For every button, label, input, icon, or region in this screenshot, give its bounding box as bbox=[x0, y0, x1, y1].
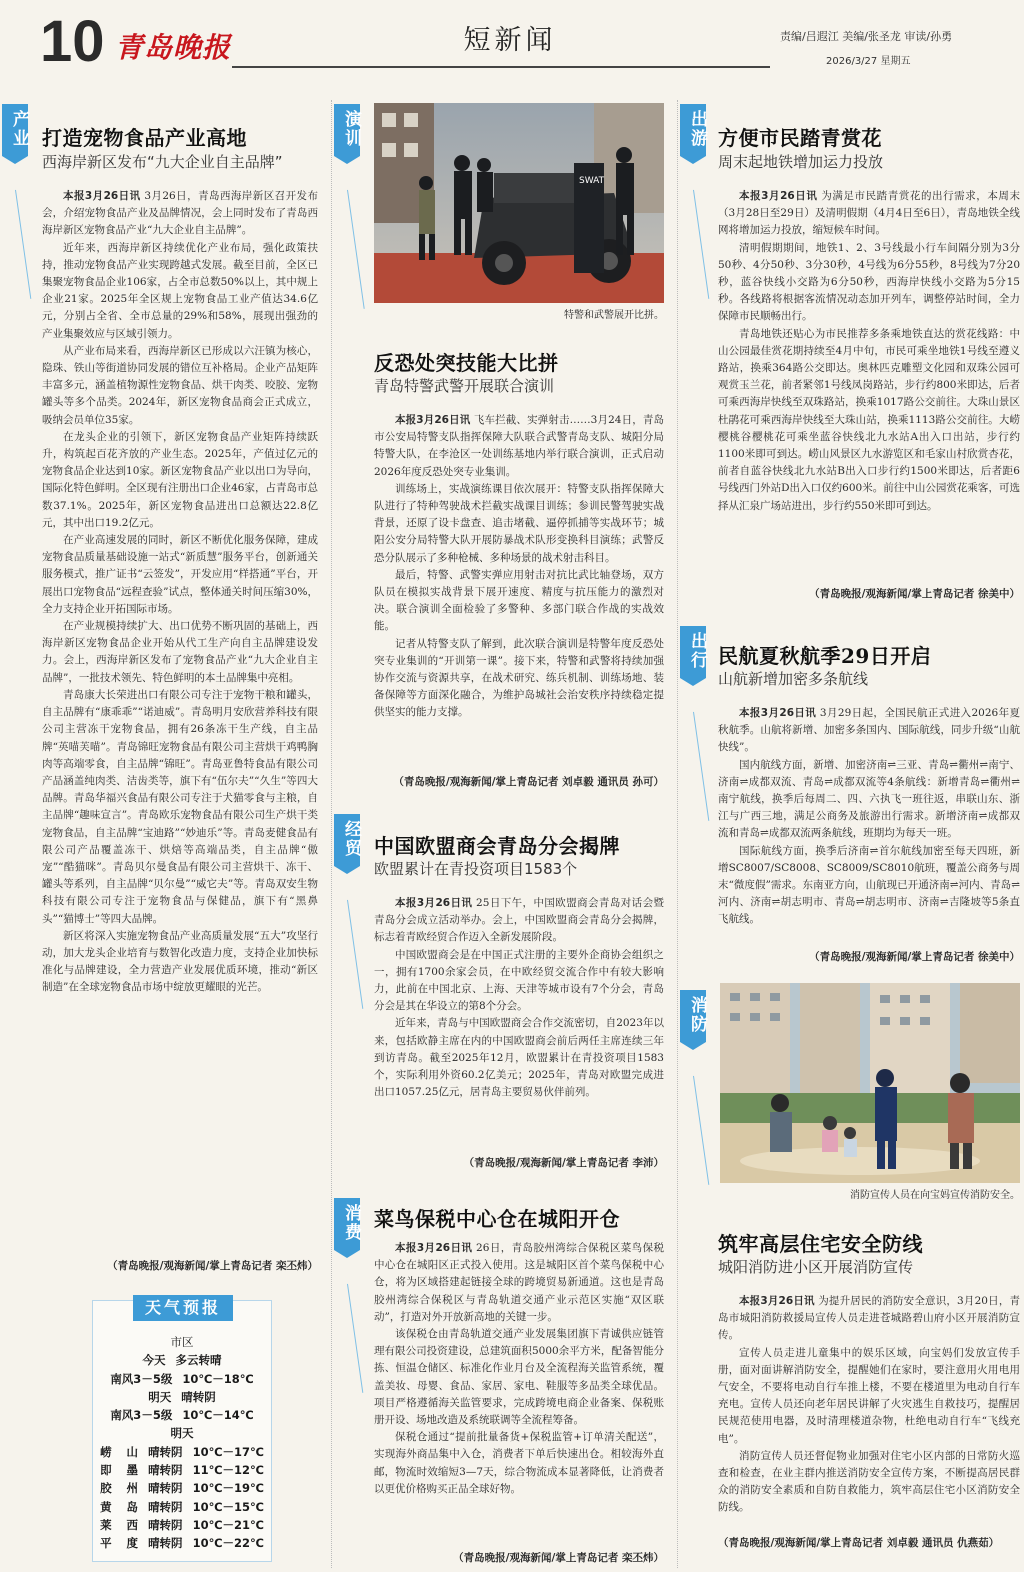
photo-caption-fire: 消防宣传人员在向宝妈宣传消防安全。 bbox=[850, 1190, 1020, 1201]
section-tag-trip: 出行 bbox=[680, 626, 706, 678]
weather-district-row: 即墨 晴转阴 11℃－12℃ bbox=[100, 1463, 264, 1478]
headline-drill: 反恐处突技能大比拼 bbox=[374, 351, 559, 375]
paragraph: 在产业高速发展的同时，新区不断优化服务保障，建成宠物食品质量基础设施一站式“新质慧”服务平台，创新通关服务模式，推广证书“云签发”，开发应用“样搭通”平台，开展出口宠物食品“远程查验”试点，整体通关时间压缩30%，全力支持企业开拓国际市场。 bbox=[42, 534, 318, 615]
section-tag-fire: 消防 bbox=[680, 990, 706, 1042]
paragraph: 青岛地铁还贴心为市民推荐多条乘地铁直达的赏花线路：中山公园最佳赏花期持续至4月中旬，市民可乘坐地铁1号线至遵义路站，换乘364路公交即达。奥林匹克雕塑文化园和双珠公园可观赏玉兰花，前者紧邻1号线凤岗路站，步行约800米即达，后者可乘西海岸快线至双珠路站，换乘1017路公交前往。大珠山景区杜鹃花可乘西海岸快线至大珠山站，换乘1113路公交前往。大崂樱桃谷樱桃花可乘坐蓝谷快线北九水站A出入口出站，步行约1100米即可到达。崂山风景区九水游览区和毛家山村欣赏杏花，前者自蓝谷快线北九水站B出入口步行约1500米即达，后者距6号线西门外站D出入口仅约600米。前往中山公园赏花乘客，可选择从汇泉广场站进出，步行约550米即可到达。 bbox=[718, 327, 1020, 512]
section-tag-consumer: 消费 bbox=[334, 1198, 360, 1250]
weather-today-label: 今天 bbox=[142, 1353, 166, 1368]
weather-today-wind: 南风3－5级 bbox=[110, 1371, 173, 1386]
paragraph: 在龙头企业的引领下，新区宠物食品产业矩阵持续跃升，构筑起百花齐放的产业生态。2025年，产值过亿元的宠物食品企业达到10家。新区宠物食品产业以出口为导向，国际化特色鲜明。全区现有注册出口企业46家，占青岛市总数37.1%。2025年，新区宠物食品进出口总额达22.8亿元，其中出口19.2亿元。 bbox=[42, 430, 318, 529]
article-body-drill bbox=[374, 412, 664, 772]
paragraph: 中国欧盟商会是在中国正式注册的主要外企商协会组织之一，拥有1700余家会员，在中欧经贸交流合作中有较大影响力，此前在中国北京、上海、天津等城市设有7个分会，青岛分会是其在华设立的第8个分会。 bbox=[374, 948, 664, 1013]
weather-forecast-box bbox=[92, 1300, 272, 1562]
dateline: 本报3月26日讯 bbox=[395, 1242, 473, 1254]
tag-decoration bbox=[347, 900, 363, 1009]
dateline: 本报3月26日讯 bbox=[395, 414, 471, 426]
newspaper-logo: 青岛晚报 bbox=[115, 31, 232, 64]
byline-cainiao: （青岛晚报/观海新闻/掌上青岛记者 栾丕炜） bbox=[453, 1552, 664, 1564]
page-number: 10 bbox=[40, 9, 105, 74]
editors-credit: 责编/吕遐江 美编/张圣龙 审读/孙勇 bbox=[780, 30, 953, 43]
byline-eu-chamber: （青岛晚报/观海新闻/掌上青岛记者 李沛） bbox=[463, 1157, 664, 1169]
section-tag-industry: 产业 bbox=[2, 104, 28, 156]
paragraph: 消防宣传人员还督促物业加强对住宅小区内部的日常防火巡查和检查，在业主群内推送消防安全宣传方案，不断提高居民群众的消防安全素质和自防自救能力，筑牢高层住宅小区消防安全防线。 bbox=[718, 1449, 1020, 1514]
tag-decoration bbox=[15, 190, 31, 299]
weather-tomorrow-desc: 晴转阴 bbox=[181, 1389, 216, 1404]
article-body-pet-food bbox=[42, 188, 318, 1274]
byline-flights: （青岛晚报/观海新闻/掌上青岛记者 徐美中） bbox=[809, 951, 1020, 963]
dateline: 本报3月26日讯 bbox=[63, 190, 141, 202]
section-tag-travel: 出游 bbox=[680, 104, 706, 156]
paragraph: 25日下午，中国欧盟商会青岛对话会暨青岛分会成立活动举办。会上，中国欧盟商会青岛分会揭牌，标志着青欧经贸合作迈入全新发展阶段。 bbox=[374, 897, 664, 944]
tag-decoration bbox=[347, 190, 365, 309]
article-body-fire bbox=[718, 1293, 1020, 1533]
paragraph: 宣传人员走进儿童集中的娱乐区域，向宝妈们发放宣传手册，面对面讲解消防安全，提醒她们在家时，要注意用火用电用气安全，不要将电动自行车推上楼，不要在楼道里为电动自行车充电。宣传人员还向老年居民讲解了火灾逃生自救技巧，提醒居民规范使用电器，及时清理楼道杂物，杜绝电动自行车“飞线充电”。 bbox=[718, 1346, 1020, 1445]
weather-district-row: 黄岛 晴转阴 10℃－15℃ bbox=[100, 1499, 264, 1514]
section-tag-trade: 经贸 bbox=[334, 814, 360, 866]
paragraph: 为满足市民踏青赏花的出行需求，本周末（3月28日至29日）及清明假期（4月4日至6日），青岛地铁全线网将增加运力投放，缩短候车时间。 bbox=[718, 190, 1020, 237]
byline-drill: （青岛晚报/观海新闻/掌上青岛记者 刘卓毅 通讯员 孙可） bbox=[393, 776, 664, 788]
subhead-fire: 城阳消防进小区开展消防宣传 bbox=[718, 1258, 914, 1276]
section-tag-drill: 演训 bbox=[334, 104, 360, 156]
weather-district-row: 莱西 晴转阴 10℃－21℃ bbox=[100, 1517, 264, 1532]
paragraph: 最后，特警、武警实弹应用射击对抗比武比轴登场，双方队员在模拟实战背景下展开速度、精度与抗压能力的激烈对决。联合演训全面检验了多警种、多部门联合作战的实战效能。 bbox=[374, 568, 664, 633]
paragraph: 训练场上，实战演练课目依次展开：特警支队指挥保障大队进行了特种驾驶战术拦截实战课目训练；参训民警驾驶实战背景，还原了设卡盘查、追击堵截、逼停抓捕等实战环节；城阳公安分局特警大队开展防暴战术队形变换科目演练；武警反恐分队展示了多种枪械、多种场景的战术射击科目。 bbox=[374, 482, 664, 564]
photo-swat-drill bbox=[374, 103, 664, 303]
paragraph: 飞车拦截、实弹射击……3月24日，青岛市公安局特警支队指挥保障大队联合武警青岛支队、城阳分局特警大队，在李沧区一处训练基地内举行联合演训，正式启动2026年度反恐处突专业集训。 bbox=[374, 414, 664, 478]
subhead-drill: 青岛特警武警开展联合演训 bbox=[374, 377, 555, 395]
masthead-rule bbox=[232, 66, 770, 68]
subhead-metro: 周末起地铁增加运力投放 bbox=[718, 153, 884, 171]
paragraph: 青岛康大长荣进出口有限公司专注于宠物干粮和罐头，自主品牌有“康乖乖”“诺迪威”。青岛明月安欣营养科技有限公司主营冻干宠物食品，拥有26条冻干生产线，自主品牌“英喵芙喵”。青岛锦旺宠物食品有限公司主营烘干鸡鸭胸肉等高端零食，自主品牌“锦旺”。青岛亚鲁特食品有限公司产品涵盖纯肉类、洁齿类等，旗下有“伍尔夫”“久生”等四大品牌。青岛华福兴食品有限公司专注于犬猫零食与主粮，自主品牌“趣味宣言”。青岛欧乐宠物食品有限公司生产烘干类宠物食品，自主品牌“宝迪路”“妙迪乐”等。青岛麦健食品有限公司产品覆盖冻干、烘焙等高端品类，自主品牌“傲宠”“酷猫咪”。青岛贝尔曼食品有限公司主营烘干、冻干、罐头等系列，自主品牌“贝尔曼”“威它夫”等。青岛双安生物科技有限公司专注于宠物食品与保健品，旗下有“黑鼻头”“猫博士”等四大品牌。 bbox=[42, 688, 318, 925]
paragraph: 3月29日起，全国民航正式进入2026年夏秋航季。山航将新增、加密多条国内、国际航线，同步升级“山航快线”。 bbox=[718, 707, 1020, 754]
column-divider bbox=[331, 100, 332, 1568]
masthead bbox=[0, 0, 1024, 92]
tag-decoration bbox=[693, 1076, 709, 1185]
article-body-metro bbox=[718, 188, 1020, 584]
paragraph: 在产业规模持续扩大、出口优势不断巩固的基础上，西海岸新区宠物食品企业开始从代工生产向自主品牌建设发力。会上，西海岸新区发布了宠物食品产业“九大企业自主品牌”，一批技术领先、特色鲜明的本土品牌集中亮相。 bbox=[42, 620, 318, 684]
photo-fire-outreach bbox=[720, 983, 1020, 1183]
paragraph: 清明假期期间，地铁1、2、3号线最小行车间隔分别为3分50秒、4分50秒、3分30秒，4号线为6分55秒，8号线为7分20秒，蓝谷快线小交路为6分50秒，西海岸快线小交路为5分15秒。各线路将根据客流情况动态加开列车，调整停站时间，全力保障市民顺畅出行。 bbox=[718, 241, 1020, 323]
paragraph: 26日，青岛胶州湾综合保税区菜鸟保税中心仓在城阳区正式投入使用。这是城阳区首个菜鸟保税中心仓，将为区域搭建起链接全球的跨境贸易新通道。这也是青岛胶州湾综合保税区与青岛轨道交通产业示范区实施“双区联动”，打造对外开放新高地的关键一步。 bbox=[374, 1242, 664, 1323]
weather-tomorrow-temp: 10℃－14℃ bbox=[182, 1408, 254, 1423]
headline-metro: 方便市民踏青赏花 bbox=[718, 126, 882, 150]
weather-district-row: 崂山 晴转阴 10℃－17℃ bbox=[100, 1444, 264, 1459]
paragraph: 记者从特警支队了解到，此次联合演训是特警年度反恐处突专业集训的“开训第一课”。接下来，特警和武警将持续加强协作交流与资源共享，在战术研究、练兵机制、训练场地、装备保障等方面深化融合，为维护岛城社会治安秩序持续稳定提供坚实的能力支撑。 bbox=[374, 637, 664, 719]
photo-caption-drill: 特警和武警展开比拼。 bbox=[564, 310, 664, 321]
article-body-flights bbox=[718, 705, 1020, 947]
weather-title: 天气预报 bbox=[133, 1295, 233, 1321]
headline-cainiao: 菜鸟保税中心仓在城阳开仓 bbox=[374, 1207, 620, 1231]
paragraph: 国际航线方面，换季后济南⇌首尔航线加密至每天四班，新增SC8007/SC8008、SC8009/SC8010航班，覆盖公商务与周末“微度假”需求。东南亚方向，山航现已开通济南⇌河内、青岛⇌河内、济南⇌胡志明市、青岛⇌胡志明市、济南⇌吉隆坡等5条直飞航线。 bbox=[718, 844, 1020, 926]
weather-today-temp: 10℃－18℃ bbox=[182, 1371, 254, 1386]
dateline: 本报3月26日讯 bbox=[395, 897, 473, 909]
paragraph: 近年来，青岛与中国欧盟商会合作交流密切，自2023年以来，包括欧静主席在内的中国欧盟商会前后两任主席连续三年到访青岛。截至2025年12月，欧盟累计在青投资项目1583个，实际利用外资60.2亿美元；2025年，青岛对欧盟完成进出口1057.25亿元，居青岛主要贸易伙伴前列。 bbox=[374, 1017, 664, 1099]
subhead-eu-chamber: 欧盟累计在青投资项目1583个 bbox=[374, 860, 578, 878]
tag-decoration bbox=[693, 712, 709, 821]
paragraph: 国内航线方面，新增、加密济南⇌三亚、青岛⇌衢州⇌南宁、济南⇌成都双流、青岛⇌成都双流等4条航线：新增青岛⇌衢州⇌南宁航线，换季后每周二、四、六执飞一班往返，串联山东、浙江与广西三地，满足公商务及旅游出行需求。新增济南⇌成都双流和青岛⇌成都双流两条航线，班期均为每天一班。 bbox=[718, 758, 1020, 840]
weather-districts-label: 明天 bbox=[170, 1426, 194, 1441]
paragraph: 该保税仓由青岛轨道交通产业发展集团旗下青诚供应链管理有限公司投资建设，总建筑面积5000余平方米，配备智能分拣、恒温仓储区、标准化作业月台及全流程海关监管系统，覆盖美妆、母婴、食品、家居、家电、鞋服等多品类全球优品。项目严格遵循海关监管要求，完成跨境电商企业备案、保税账册开设、场地改造及系统联调等全流程筹备。 bbox=[374, 1328, 664, 1427]
tag-decoration bbox=[693, 190, 709, 299]
weather-tomorrow-wind: 南风3－5级 bbox=[110, 1408, 173, 1423]
paragraph: 为提升居民的消防安全意识，3月20日，青岛市城阳消防救援局宣传人员走进苍城路碧山府小区开展消防宣传。 bbox=[718, 1295, 1020, 1342]
headline-eu-chamber: 中国欧盟商会青岛分会揭牌 bbox=[374, 834, 620, 858]
publication-date: 2026/3/27 星期五 bbox=[826, 56, 911, 67]
dateline: 本报3月26日讯 bbox=[739, 190, 818, 202]
article-body-eu-chamber bbox=[374, 895, 664, 1153]
column-divider bbox=[677, 100, 678, 1568]
paragraph: 近年来，西海岸新区持续优化产业布局，强化政策扶持，推动宠物食品产业实现跨越式发展。截至目前，全区已集聚宠物食品企业106家，占全市总数50%以上，其中规上企业21家。2025年全区规上宠物食品工业产值达34.6亿元，分别占全省、全市总量的29%和58%，展现出强劲的产业集聚效应与区域引领力。 bbox=[42, 241, 318, 340]
headline-fire: 筑牢高层住宅安全防线 bbox=[718, 1232, 923, 1256]
weather-region: 市区 bbox=[170, 1335, 194, 1349]
article-body-cainiao bbox=[374, 1240, 664, 1548]
byline-fire: （青岛晚报/观海新闻/掌上青岛记者 刘卓毅 通讯员 仇燕茹） bbox=[718, 1537, 1000, 1549]
paragraph: 保税仓通过“提前批量备货+保税监管+订单清关配送”，实现海外商品集中入仓，消费者下单后快速出仓。相较海外直邮，物流时效缩短3—7天，综合物流成本显著降低，让消费者以更优价格购买正品全球好物。 bbox=[374, 1431, 664, 1495]
byline-pet-food: （青岛晚报/观海新闻/掌上青岛记者 栾丕炜） bbox=[107, 1260, 318, 1272]
paragraph: 从产业布局来看，西海岸新区已形成以六汪镇为核心，隐珠、铁山等街道协同发展的错位互补格局。企业产品矩阵丰富多元，涵盖植物源性宠物食品、烘干肉类、咬胶、宠物罐头等多个品类。2024年，新区宠物食品商会正式成立，吸纳会员单位35家。 bbox=[42, 344, 318, 426]
weather-today-desc: 多云转晴 bbox=[175, 1353, 222, 1368]
weather-tomorrow-label: 明天 bbox=[148, 1389, 172, 1404]
headline-pet-food: 打造宠物食品产业高地 bbox=[42, 126, 247, 150]
headline-flights: 民航夏秋航季29日开启 bbox=[718, 644, 932, 668]
weather-district-list bbox=[93, 1443, 271, 1553]
byline-metro: （青岛晚报/观海新闻/掌上青岛记者 徐美中） bbox=[809, 588, 1020, 600]
weather-district-row: 平度 晴转阴 10℃－22℃ bbox=[100, 1536, 264, 1551]
dateline: 本报3月26日讯 bbox=[739, 707, 817, 719]
subhead-pet-food: 西海岸新区发布“九大企业自主品牌” bbox=[42, 153, 283, 171]
subhead-flights: 山航新增加密多条航线 bbox=[718, 670, 869, 688]
paragraph: 新区将深入实施宠物食品产业高质量发展“五大”攻坚行动，加大龙头企业培育与数智化改造力度，支持企业加快标准化与品牌建设，全力营造产业发展优质环境，推动“新区制造”在全球宠物食品市场中绽放更耀眼的光芒。 bbox=[42, 929, 318, 994]
paragraph: 3月26日，青岛西海岸新区召开发布会，介绍宠物食品产业及品牌情况，会上同时发布了青岛西海岸新区宠物食品产业“九大企业自主品牌”。 bbox=[42, 190, 318, 237]
dateline: 本报3月26日讯 bbox=[739, 1295, 815, 1307]
tag-decoration bbox=[347, 1284, 363, 1393]
weather-district-row: 胶州 晴转阴 10℃－19℃ bbox=[100, 1481, 264, 1496]
swat-vehicle-text: SWAT bbox=[579, 176, 605, 186]
section-title: 短新闻 bbox=[440, 18, 580, 57]
